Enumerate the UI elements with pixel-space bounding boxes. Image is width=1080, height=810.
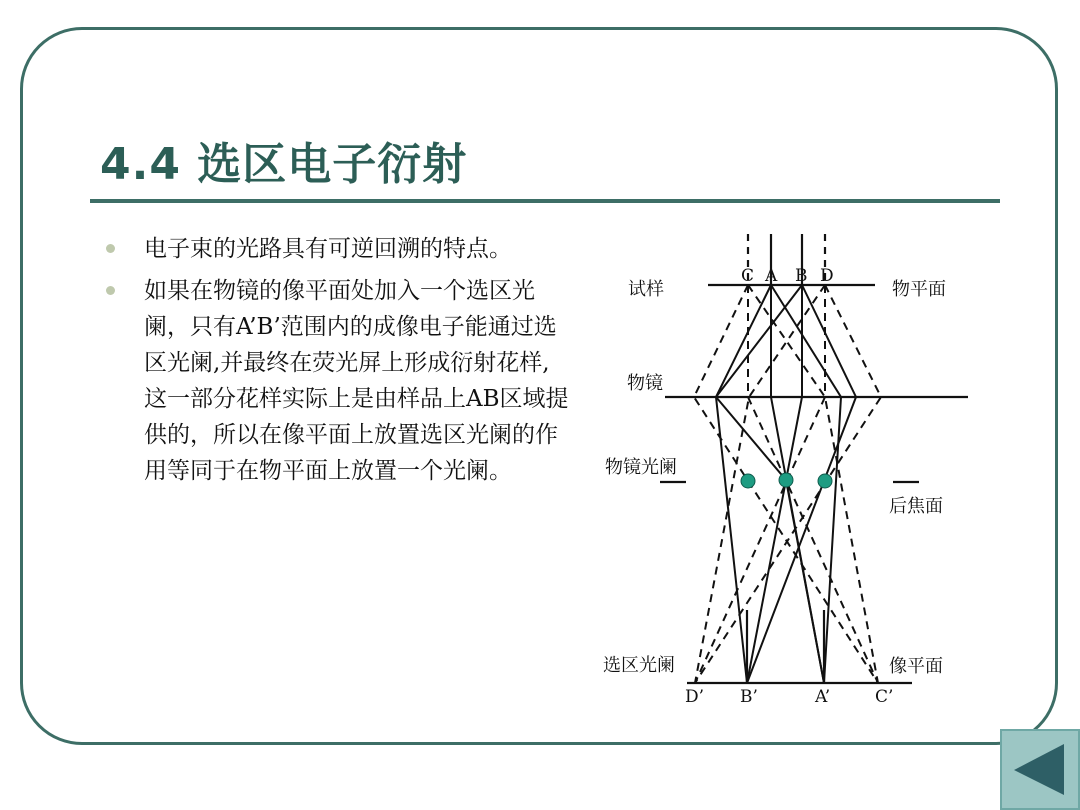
label-selected-area-aperture: 选区光阑 xyxy=(603,655,675,676)
point-label-a: A xyxy=(765,266,778,286)
label-objective-lens: 物镜 xyxy=(627,373,663,394)
point-label-b: B xyxy=(795,266,808,286)
ray-d-left xyxy=(695,285,825,683)
point-label-d: D xyxy=(820,266,834,286)
diffraction-spot-right xyxy=(818,474,832,488)
point-label-b-prime: B’ xyxy=(740,687,758,707)
incident-beams xyxy=(748,234,825,284)
label-back-focal-plane: 后焦面 xyxy=(889,496,943,517)
back-button[interactable] xyxy=(1000,729,1080,810)
ray-d-center xyxy=(695,285,825,683)
ray-a-center xyxy=(771,285,824,683)
bullet-dot-icon xyxy=(106,286,115,295)
point-label-c: C xyxy=(741,266,755,286)
point-label-c-prime: C’ xyxy=(875,687,894,707)
left-triangle-icon xyxy=(1002,731,1078,808)
title-underline xyxy=(90,199,1000,203)
slide-title: 4.4 选区电子衍射 xyxy=(100,139,468,190)
label-image-plane: 像平面 xyxy=(889,656,943,677)
selected-area-diffraction-diagram xyxy=(590,225,990,710)
label-sample: 试样 xyxy=(628,279,664,300)
diffraction-spot-center xyxy=(779,473,793,487)
label-object-plane: 物平面 xyxy=(892,279,946,300)
diffraction-spots xyxy=(741,473,832,488)
label-objective-aperture: 物镜光阑 xyxy=(605,457,677,478)
bullet-item-1 xyxy=(104,231,574,267)
bullet-item-2 xyxy=(104,273,574,489)
bullet-dot-icon xyxy=(106,244,115,253)
point-label-d-prime: D’ xyxy=(685,687,705,707)
bullet-text-1: 电子束的光路具有可逆回溯的特点。 xyxy=(144,236,512,262)
point-label-a-prime: A’ xyxy=(815,687,831,707)
bullet-list xyxy=(104,231,574,495)
diffraction-spot-left xyxy=(741,474,755,488)
bullet-text-2: 如果在物镜的像平面处加入一个选区光阑，只有A’B’范围内的成像电子能通过选区光阑,并最终在荧光屏上形成衍射花样, 这一部分花样实际上是由样品上AB区域提供的，所以在像平面上放置选区光阑的作用等同于在物平面上放置一个光阑。 xyxy=(144,278,569,484)
